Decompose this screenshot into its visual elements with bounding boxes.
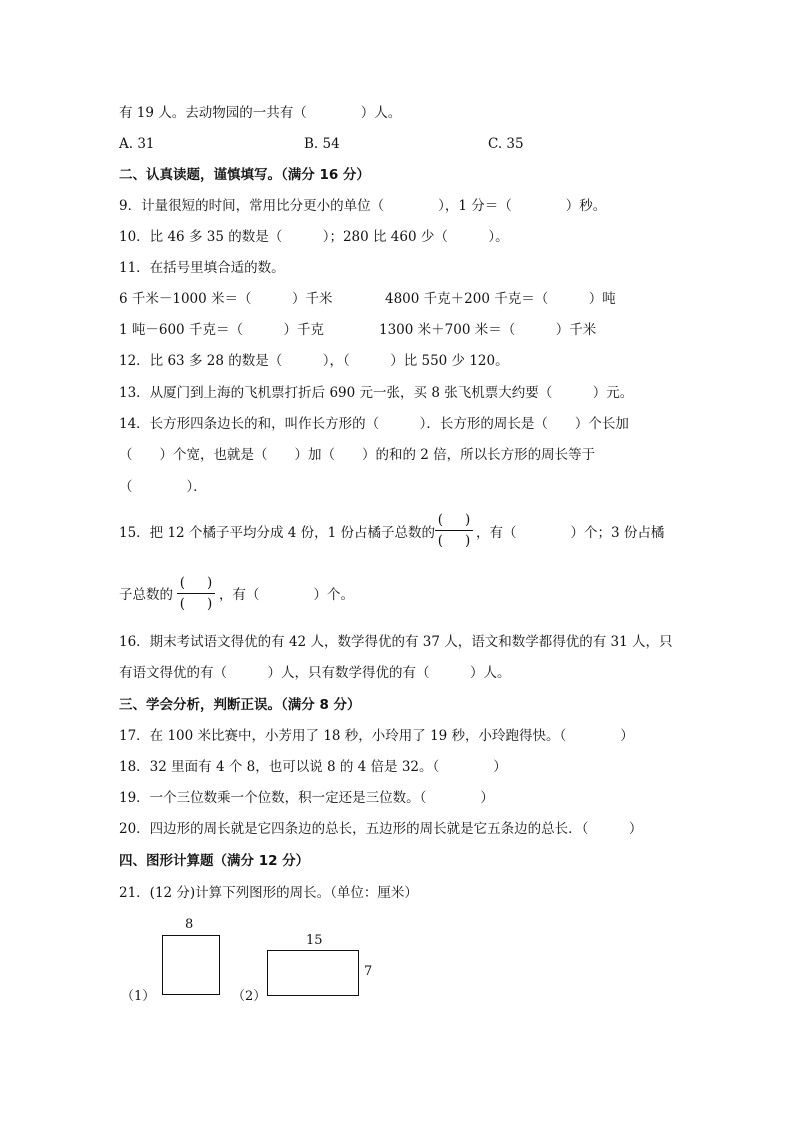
fraction-denominator (180, 596, 213, 612)
question-12: 12．比 63 多 28 的数是（ ），（ ）比 550 少 120。 (119, 353, 509, 369)
question-15-part-2: ，有（ ）个；3 份占橘 (476, 525, 665, 541)
fraction-denominator (438, 533, 471, 549)
rectangle-width-label: 7 (364, 964, 373, 979)
question-18: 18．32 里面有 4 个 8，也可以说 8 的 4 倍是 32。（ ） (119, 759, 507, 775)
question-10: 10．比 46 多 35 的数是（ ）；280 比 460 少（ ）。 (119, 229, 509, 245)
question-11-d: 1300 米＋700 米＝（ ）千米 (379, 322, 597, 338)
question-14-line-2: （ ）个宽，也就是（ ）加（ ）的和的 2 倍，所以长方形的周长等于 (119, 447, 596, 463)
paren-open: ( (437, 533, 443, 549)
figure-1-label: （1） (121, 989, 156, 1004)
paren-close: ) (207, 575, 213, 591)
option-a: A. 31 (119, 136, 155, 152)
question-17: 17．在 100 米比赛中，小芳用了 18 秒，小玲用了 19 秒，小玲跑得快。（ ） (119, 728, 634, 744)
paren-close: ) (465, 533, 471, 549)
option-b: B. 54 (304, 136, 340, 152)
q8-continuation: 有 19 人。去动物园的一共有（ ）人。 (119, 105, 402, 121)
fraction-numerator (180, 575, 213, 591)
question-14-line-1: 14．长方形四条边长的和，叫作长方形的（ ）．长方形的周长是（ ）个长加 (119, 416, 629, 432)
question-19: 19．一个三位数乘一个位数，积一定还是三位数。（ ） (119, 790, 494, 806)
paren-open: ( (437, 512, 443, 528)
paren-open: ( (179, 596, 185, 612)
question-15-part-1: 15．把 12 个橘子平均分成 4 份，1 份占橘子总数的 (119, 525, 435, 541)
paren-close: ) (465, 512, 471, 528)
question-11-b: 4800 千克＋200 千克＝（ ）吨 (385, 291, 616, 307)
question-13: 13．从厦门到上海的飞机票打折后 690 元一张，买 8 张飞机票大约要（ ）元。 (119, 385, 634, 401)
figure-2-label: （2） (232, 989, 267, 1004)
question-11-a: 6 千米－1000 米＝（ ）千米 (119, 291, 333, 307)
question-21: 21．(12 分)计算下列图形的周长。（单位：厘米） (119, 885, 418, 901)
question-16-line-1: 16．期末考试语文得优的有 42 人，数学得优的有 37 人，语文和数学都得优的有 31 人，只 (119, 634, 673, 650)
section-3-heading: 三、学会分析，判断正误。（满分 8 分） (119, 697, 361, 713)
question-16-line-2: 有语文得优的有（ ）人，只有数学得优的有（ ）人。 (119, 665, 511, 681)
fraction-bar (435, 530, 473, 531)
question-15-part-4: ，有（ ）个。 (219, 587, 354, 603)
question-20: 20．四边形的周长就是它四条边的总长，五边形的周长就是它五条边的总长．（ ） (119, 821, 643, 837)
question-15-part-3: 子总数的 (119, 587, 173, 603)
question-14-line-3: （ ）． (119, 479, 207, 495)
question-11: 11．在括号里填合适的数。 (119, 260, 285, 276)
paren-open: ( (179, 575, 185, 591)
question-9: 9．计量很短的时间，常用比分更小的单位（ ），1 分＝（ ）秒。 (119, 198, 607, 214)
option-c: C. 35 (488, 136, 524, 152)
square-figure (162, 935, 220, 995)
section-2-heading: 二、认真读题，谨慎填写。（满分 16 分） (119, 167, 370, 183)
rectangle-figure (267, 950, 359, 996)
fraction-bar (177, 593, 215, 594)
fraction-blank-1 (435, 512, 473, 549)
fraction-numerator (438, 512, 471, 528)
fraction-blank-2 (177, 575, 215, 612)
section-4-heading: 四、图形计算题（满分 12 分） (119, 853, 310, 869)
question-11-c: 1 吨－600 千克＝（ ）千克 (119, 322, 324, 338)
rectangle-length-label: 15 (306, 933, 323, 948)
square-side-label: 8 (185, 917, 194, 932)
paren-close: ) (207, 596, 213, 612)
